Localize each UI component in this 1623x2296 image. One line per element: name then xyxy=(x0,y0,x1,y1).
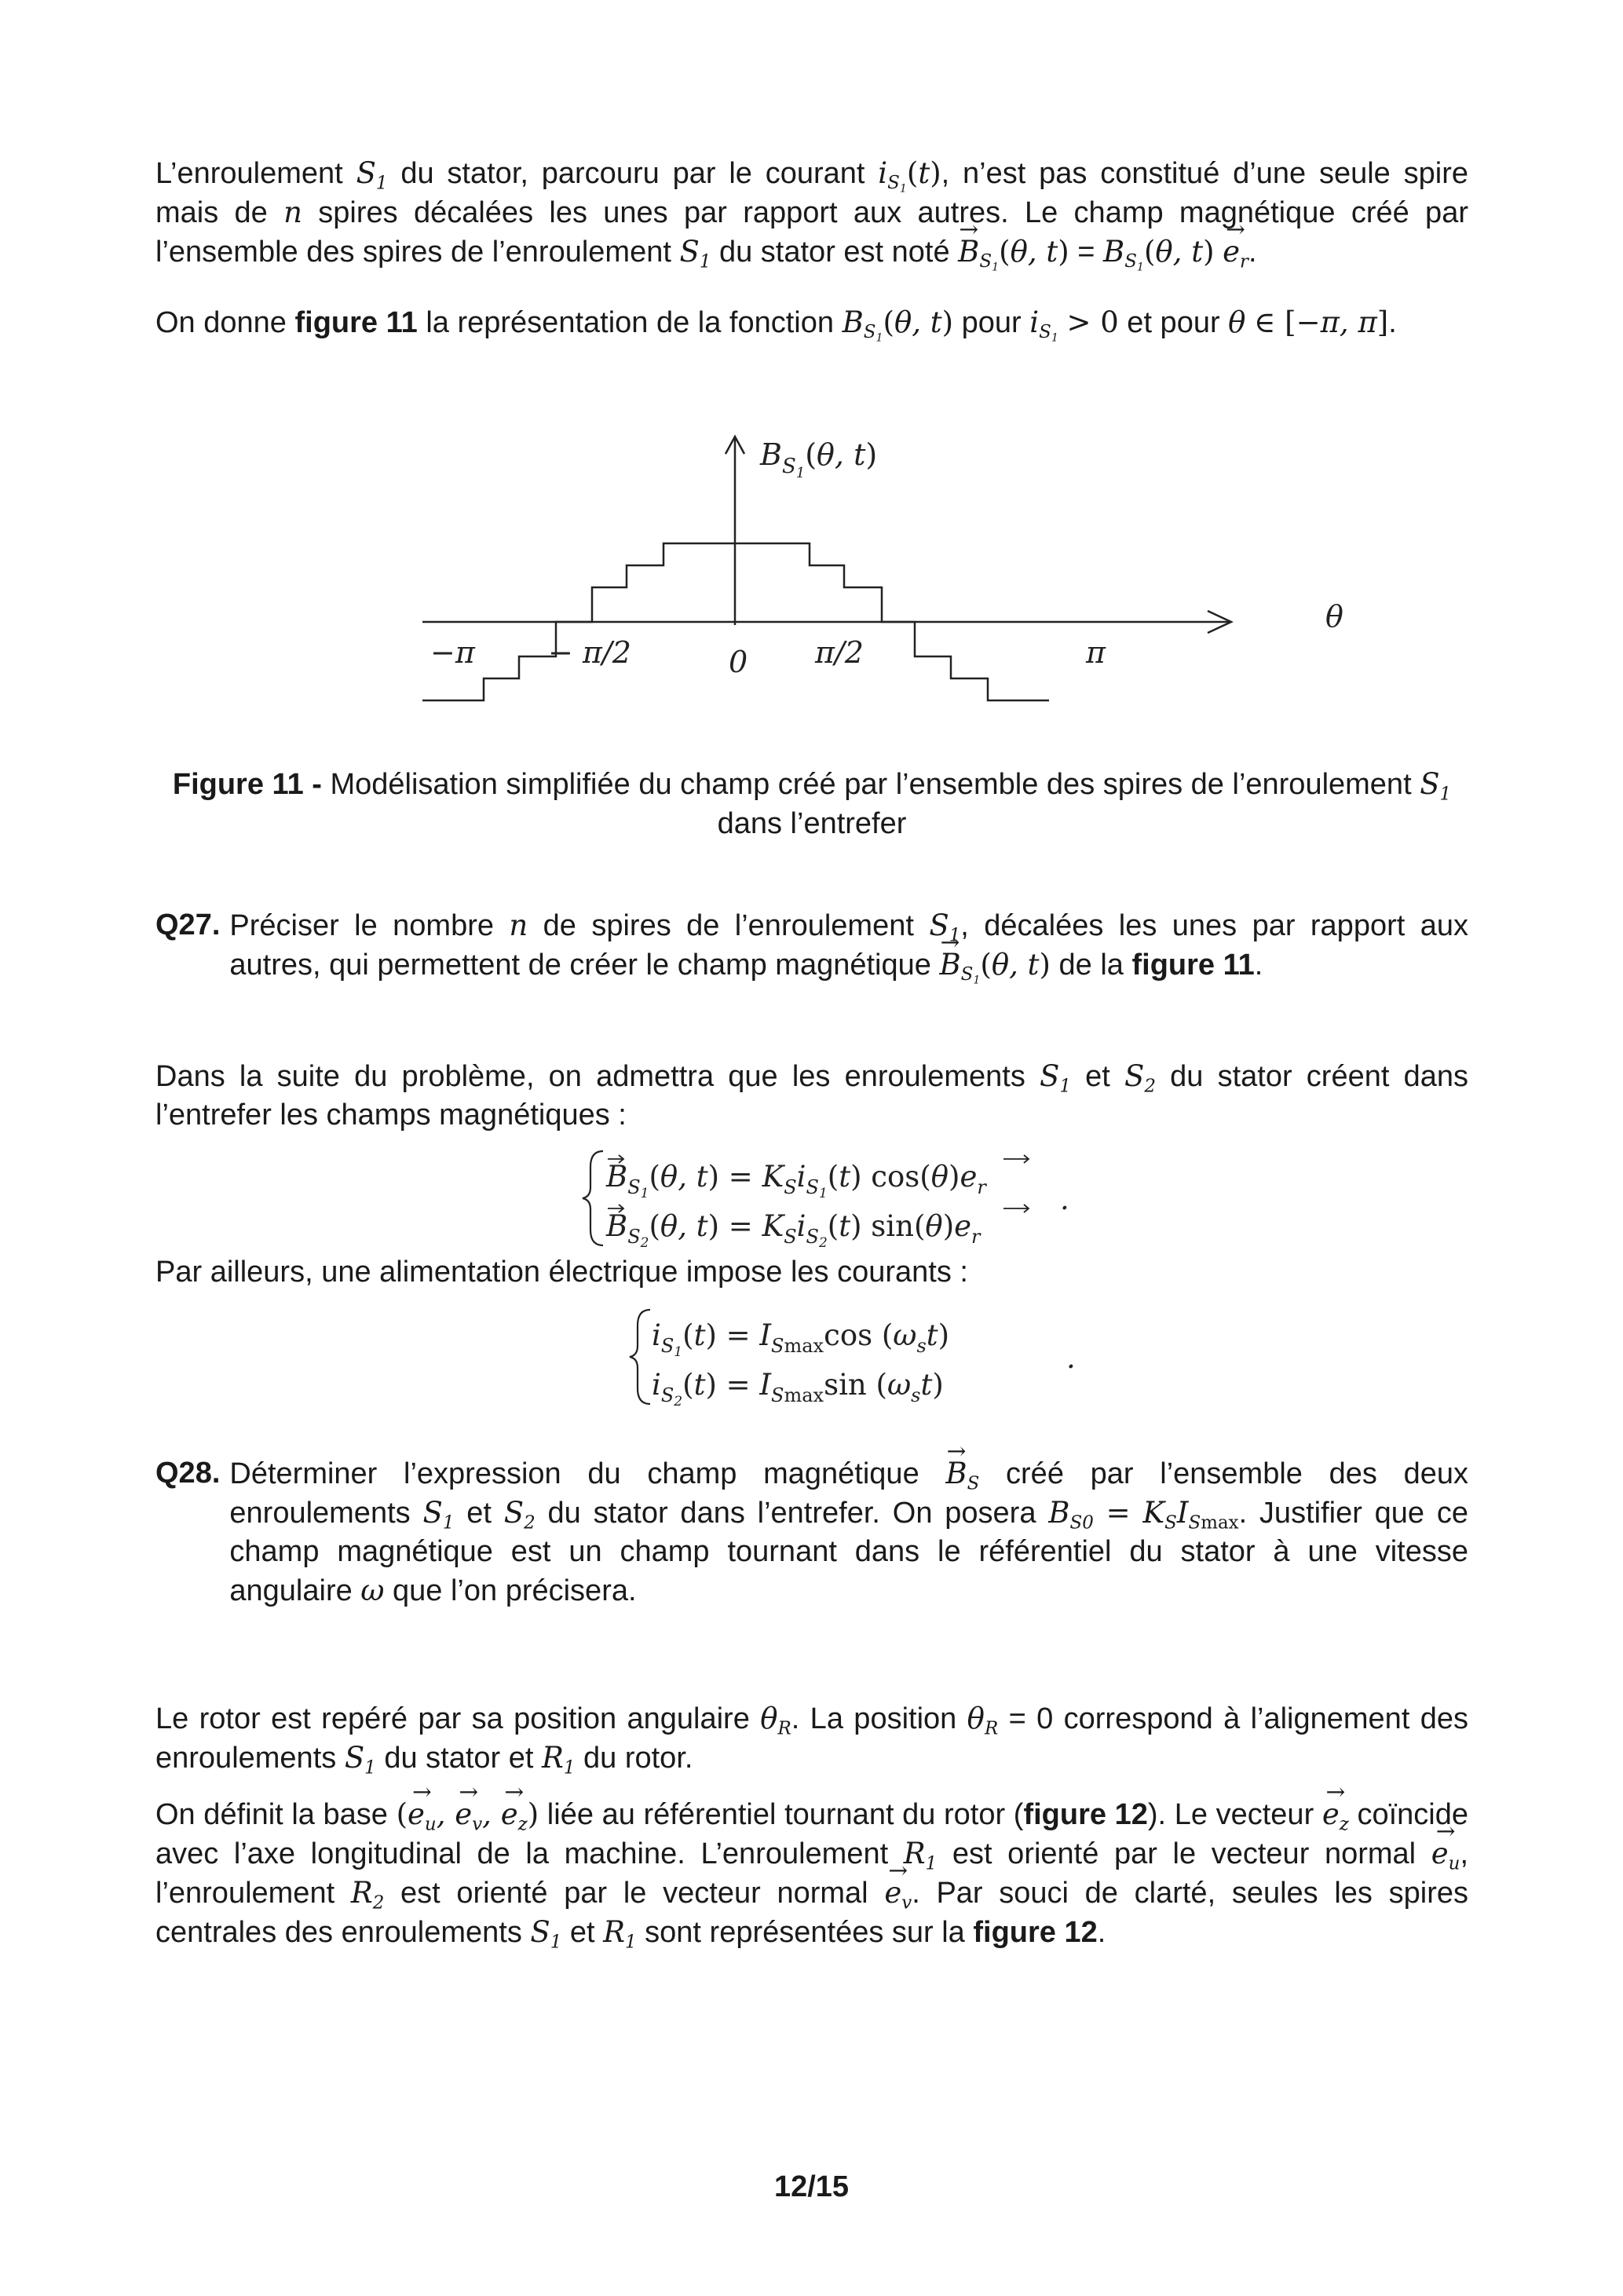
paragraph-figure-intro: On donne figure 11 la représentation de la fonction $B_{S_1}(\theta$, t) pour $i_{S_1} > 0$ et pour θ ∈ [−π, π]. xyxy=(155,305,1397,345)
question-q27: Q27. Préciser le nombre n de spires de l’enroulement $S_1$, décalées les unes par rapport aux autres, qui permettent de créer le champ magnétique → $B_{S_1}(\theta$, t) de la figure 11. xyxy=(155,906,1468,985)
tick-label-pi: π xyxy=(1086,635,1106,670)
paragraph-stator-fields: Dans la suite du problème, on admettra que les enroulements $S_1$ et $S_2$ du stator créent dans l’entrefer les champs magnétiques : xyxy=(155,1059,1468,1132)
paragraph-stator-winding: L’enroulement $S_1$ du stator, parcouru par le courant $i_{S_1}(t)$, n’est pas constitué d’une seule spire mais de n spires décalées les unes par rapport aux autres. Le champ magnétique créé par l’ensemble des spires de l’enroulement $S_1$ du stator est noté → $B_{S_1}(\theta$, $t) = B_{S_1}(\theta$, $t) \to e_r$. xyxy=(155,154,1468,272)
x-axis-label: θ xyxy=(1325,599,1343,634)
tick-label-zero: 0 xyxy=(729,645,748,679)
paragraph-rotor-basis: On définit la base (→ $e_u$, → $e_v$, → $e_z$) liée au référentiel tournant du rotor (figure 12). Le vecteur → $e_z$ coïncide avec l’axe longitudinal de la machine. L’enroulement $R_1$ est orienté par le vecteur normal → $e_u$, l’enroulement $R_2$ est orienté par le vecteur normal → $e_v$. Par souci de clarté, seules les spires centrales des enroulements $S_1$ et $R_1$ sont représentées sur la figure 12. xyxy=(155,1795,1468,1952)
svg-text:iS2(t) = ISmaxsin (ωst): $i_S2(t) = I_Smaxsin$ $(\omega_st)$ xyxy=(652,1368,944,1409)
paragraph-rotor-position: Le rotor est repéré par sa position angulaire $\theta_R$. La position $\theta_R = 0$ correspond à l’alignement des enroulements $S_1$ du stator et $R_1$ du rotor. xyxy=(155,1702,1469,1779)
question-q28: Q28. Déterminer l’expression du champ magnétique → $B_S$ créé par l’ensemble des deux enroulements $S_1$ et $S_2$ du stator dans l’entrefer. On posera $B_{S0} = K_SI_{Smax}$. Justifier que ce champ magnétique est un champ tournant dans le référentiel du stator à une vitesse angulaire ω que l’on précisera. xyxy=(155,1454,1468,1610)
paragraph-power-supply: Par ailleurs, une alimentation électrique impose les courants : xyxy=(155,1256,968,1289)
svg-text:.: . xyxy=(1060,1183,1069,1216)
svg-text:iS1(t) = ISmaxcos (ωst): $i_S1(t) = I_Smaxcos$ $(\omega_st)$ xyxy=(652,1318,950,1360)
svg-text:BS2(θ, t) = KSiS2(t) sin(θ)er: $B_S2(\theta$, $t) = K_Si_S2(t)$ $\sin(\theta)e_r$ xyxy=(606,1209,981,1251)
tick-label-minus-pi: −π xyxy=(430,635,475,670)
tick-label-pi-half: π/2 xyxy=(815,635,864,670)
tick-label-minus-pi-half: − π/2 xyxy=(548,635,631,670)
y-axis-label: $B_S1(\theta$, t) xyxy=(760,437,878,481)
equation-system-fields xyxy=(579,1143,1129,1253)
equation-system-currents xyxy=(627,1302,1098,1412)
page-number: 12/15 xyxy=(773,2170,850,2203)
svg-text:BS1(θ, t) = KSiS1(t) cos(θ)er: $B_S1(\theta$, $t) = K_Si_S1(t)$ $\cos(\theta)e_r$ xyxy=(606,1160,986,1201)
figure-11-caption: Figure 11 - Modélisation simplifiée du champ créé par l’ensemble des spires de l’enroulement $S_1$ dans l’entrefer xyxy=(172,767,1452,840)
svg-text:.: . xyxy=(1066,1341,1076,1375)
